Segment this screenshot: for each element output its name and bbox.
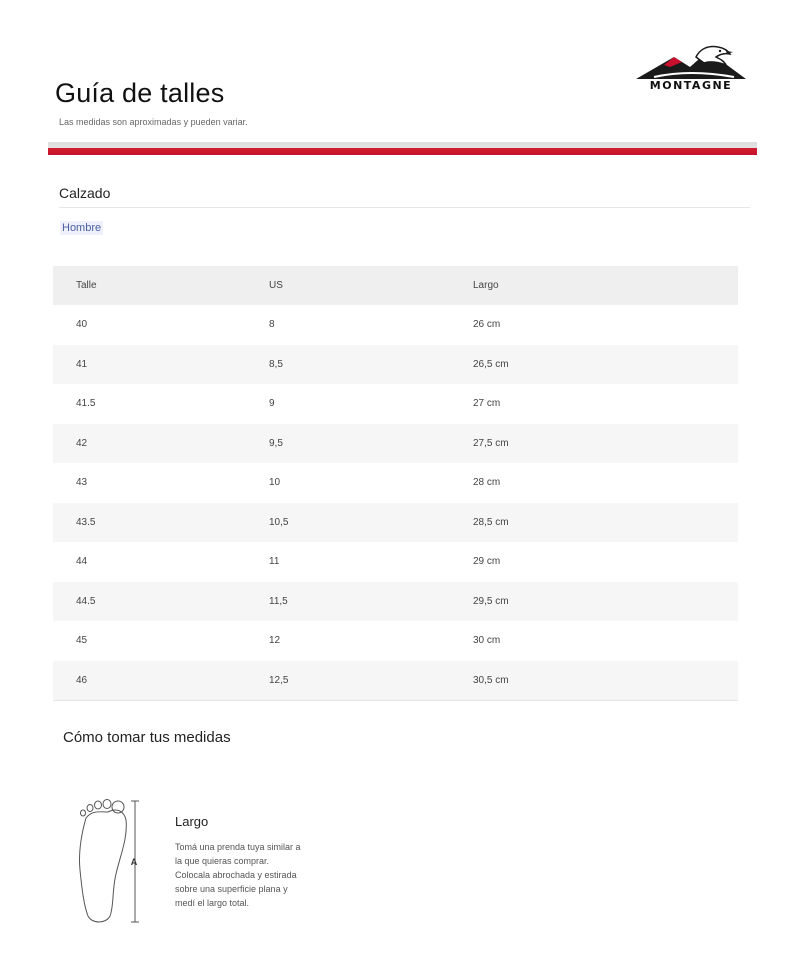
measure-description: Tomá una prenda tuya similar a la que quieras comprar. Colocala abrochada y estirada sobre una superficie plana y medí el largo total.: [175, 842, 301, 908]
filter-tag-hombre[interactable]: Hombre: [62, 222, 102, 234]
header-divider: [48, 142, 757, 155]
foot-diagram-icon: [72, 798, 144, 926]
cell-largo: 28,5 cm: [472, 503, 738, 543]
cell-us: 12: [268, 621, 472, 661]
cell-talle: 40: [53, 305, 268, 345]
cell-talle: 42: [53, 424, 268, 464]
table-row: [53, 661, 738, 701]
table-row: [53, 305, 738, 345]
cell-us: 12,5: [268, 661, 472, 701]
cell-us: 8: [268, 305, 472, 345]
column-header-largo: Largo: [472, 266, 738, 305]
cell-us: 10: [268, 463, 472, 503]
table-row: [53, 384, 738, 424]
table-row: [53, 621, 738, 661]
table-row: [53, 424, 738, 464]
column-header-us: US: [268, 266, 472, 305]
cell-talle: 41: [53, 345, 268, 385]
measure-heading: Cómo tomar tus medidas: [63, 729, 231, 746]
table-row: [53, 463, 738, 503]
cell-us: 10,5: [268, 503, 472, 543]
cell-largo: 28 cm: [472, 463, 738, 503]
cell-largo: 30,5 cm: [472, 661, 738, 701]
measure-label: Largo: [175, 814, 209, 829]
page-subtitle: Las medidas son aproximadas y pueden variar.: [59, 117, 248, 127]
eagle-mountain-icon: [634, 43, 748, 81]
cell-largo: 26 cm: [472, 305, 738, 345]
cell-us: 11,5: [268, 582, 472, 622]
section-divider: [59, 207, 750, 208]
cell-largo: 30 cm: [472, 621, 738, 661]
cell-largo: 26,5 cm: [472, 345, 738, 385]
cell-us: 8,5: [268, 345, 472, 385]
cell-largo: 29,5 cm: [472, 582, 738, 622]
cell-largo: 27 cm: [472, 384, 738, 424]
brand-logo: [634, 43, 748, 93]
cell-largo: 27,5 cm: [472, 424, 738, 464]
cell-us: 9: [268, 384, 472, 424]
column-header-talle: Talle: [53, 266, 268, 305]
cell-talle: 44: [53, 542, 268, 582]
section-title-calzado: Calzado: [59, 185, 111, 201]
table-header-row: [53, 266, 738, 305]
cell-talle: 45: [53, 621, 268, 661]
brand-wordmark: MONTAGNE: [649, 79, 733, 92]
cell-largo: 29 cm: [472, 542, 738, 582]
cell-us: 9,5: [268, 424, 472, 464]
table-row: [53, 582, 738, 622]
cell-talle: 43: [53, 463, 268, 503]
table-row: [53, 542, 738, 582]
cell-us: 11: [268, 542, 472, 582]
cell-talle: 44.5: [53, 582, 268, 622]
diagram-marker-a: A: [130, 857, 138, 867]
table-row: [53, 503, 738, 543]
cell-talle: 41.5: [53, 384, 268, 424]
cell-talle: 46: [53, 661, 268, 701]
size-table: [53, 266, 738, 701]
cell-talle: 43.5: [53, 503, 268, 543]
table-row: [53, 345, 738, 385]
page-title: Guía de talles: [55, 78, 225, 108]
